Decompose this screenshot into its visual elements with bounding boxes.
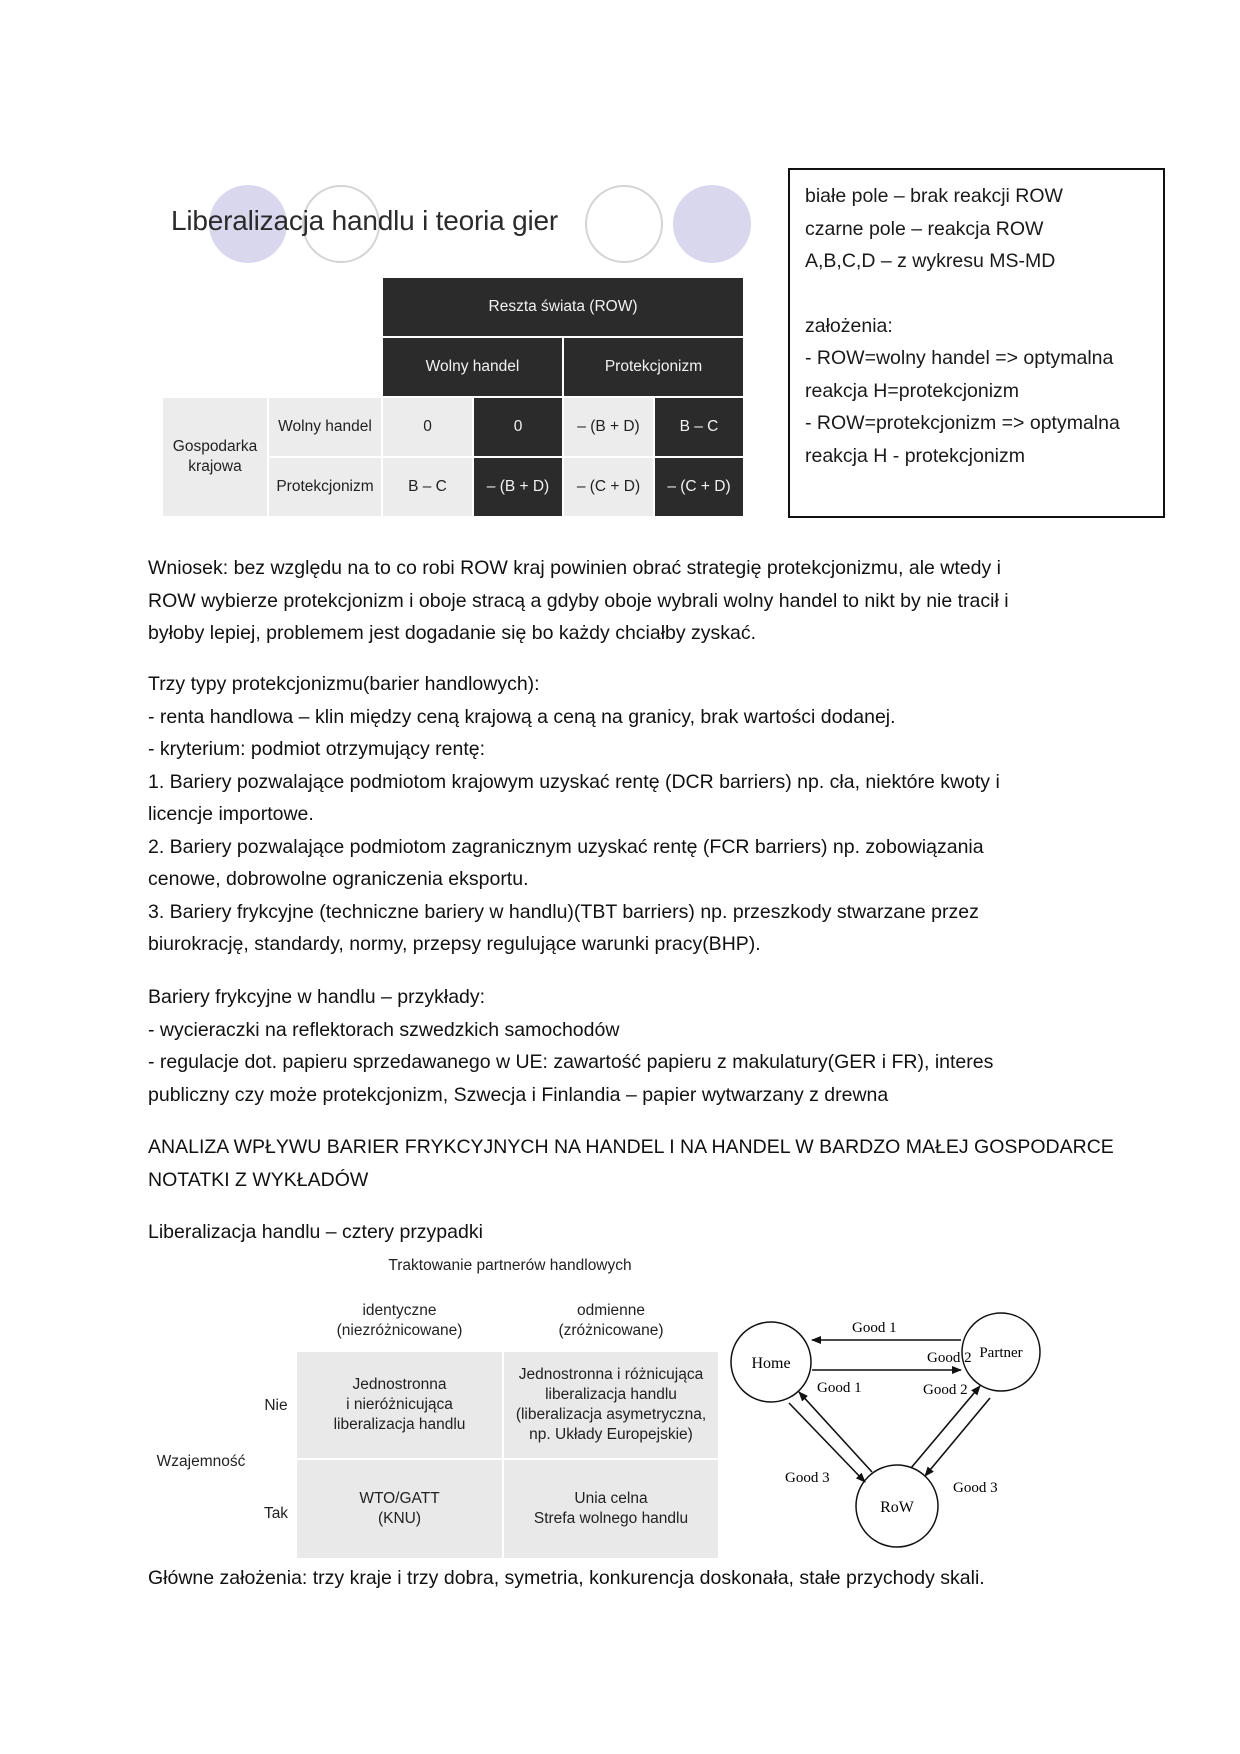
matrix-cell: – (B + D)	[474, 458, 562, 516]
node-row-label: RoW	[880, 1499, 914, 1516]
matrix-col-option-free: Wolny handel	[383, 338, 562, 396]
matrix-col-option-protect: Protekcjonizm	[564, 338, 743, 396]
note-line: reakcja H=protekcjonizm	[805, 379, 1020, 402]
label-good2-top: Good 2	[927, 1350, 972, 1366]
main-assumptions: Główne założenia: trzy kraje i trzy dobra, symetria, konkurencja doskonała, stałe przychody skali.	[148, 1567, 985, 1589]
conclusion-paragraph: Wniosek: bez względu na to co robi ROW kraj powinien obrać strategię protekcjonizmu, ale wtedy i ROW wybierze protekcjonizm i oboje stracą a gdyby oboje wybrali wolny handel to nikt by nie tracił i byłoby lepiej, problemem jest dogadanie się bo każdy chciałby zyskać.	[148, 557, 1009, 644]
label-good3-left: Good 3	[785, 1470, 830, 1486]
matrix-cell: B – C	[655, 398, 743, 456]
arrow-good2-row-to-partner	[911, 1386, 980, 1468]
decor-circle-4	[673, 185, 751, 263]
slide-title: Liberalizacja handlu i teoria gier	[171, 205, 558, 236]
label-good3-right: Good 3	[953, 1480, 998, 1496]
table-side-header: Wzajemność	[156, 1453, 246, 1470]
matrix-cell: – (C + D)	[655, 458, 743, 516]
table-cell: Unia celna Strefa wolnego handlu	[504, 1460, 718, 1558]
arrow-good1-row-to-home	[799, 1392, 872, 1472]
label-good2-right: Good 2	[923, 1382, 968, 1398]
trade-flow-diagram	[715, 1300, 1080, 1560]
label-good1-left: Good 1	[817, 1380, 862, 1396]
note-line: A,B,C,D – z wykresu MS-MD	[805, 250, 1056, 272]
friction-examples: Bariery frykcyjne w handlu – przykłady: - wycieraczki na reflektorach szwedzkich samochodów - regulacje dot. papieru sprzedawanego w UE: zawartość papieru z makulatury(GER i FR), interes publiczny czy może protekcjonizm, Szwecja i Finlandia – papier wytwarzany z drewna	[148, 986, 994, 1106]
protectionism-types: Trzy typy protekcjonizmu(barier handlowych): - renta handlowa – klin między ceną krajową a ceną na granicy, brak wartości dodanej. - kryterium: podmiot otrzymujący rentę: 1. Bariery pozwalające podmiotom krajowym uzyskać rentę (DCR barriers) np. cła, niektóre kwoty i licencje importowe. 2. Bariery pozwalające podmiotom zagranicznym uzyskać rentę (FCR barriers) np. zobowiązania cenowe, dobrowolne ograniczenia eksportu. 3. Bariery frykcyjne (techniczne bariery w handlu)(TBT barriers) np. przeszkody stwarzane przez biurokrację, standardy, normy, przepsy regulujące warunki pracy(BHP).	[148, 673, 1000, 955]
label-good1-top: Good 1	[852, 1320, 897, 1336]
matrix-cell: 0	[474, 398, 562, 456]
table-top-header: Traktowanie partnerów handlowych	[388, 1257, 632, 1274]
matrix-cell: – (B + D)	[564, 398, 653, 456]
note-line: czarne pole – reakcja ROW	[805, 217, 1044, 240]
note-line: - ROW=protekcjonizm => optymalna	[805, 412, 1120, 434]
note-line: reakcja H - protekcjonizm	[805, 444, 1025, 467]
table-col-header-different: odmienne (zróżnicowane)	[558, 1302, 664, 1339]
matrix-cell: B – C	[383, 458, 472, 516]
decor-circle-3	[585, 185, 663, 263]
analysis-heading: ANALIZA WPŁYWU BARIER FRYKCYJNYCH NA HANDEL I NA HANDEL W BARDZO MAŁEJ GOSPODARCE NOTATKI Z WYKŁADÓW	[148, 1136, 1114, 1191]
matrix-col-header: Reszta świata (ROW)	[383, 278, 743, 336]
node-partner-label: Partner	[979, 1345, 1023, 1361]
note-box	[788, 168, 1165, 518]
table-row-label-nie: Nie	[264, 1397, 288, 1414]
node-home-label: Home	[751, 1355, 791, 1372]
table-cell: Jednostronna i nieróżnicująca liberalizacja handlu	[297, 1352, 502, 1458]
matrix-row-option-protect: Protekcjonizm	[269, 458, 381, 516]
table-cell: Jednostronna i różnicująca liberalizacja handlu (liberalizacja asymetryczna, np. Układy Europejskie)	[504, 1352, 718, 1458]
note-line: - ROW=wolny handel => optymalna	[805, 347, 1114, 369]
matrix-row-header: Gospodarka krajowa	[163, 398, 267, 516]
table-cell: WTO/GATT (KNU)	[297, 1460, 502, 1558]
matrix-cell: 0	[383, 398, 472, 456]
matrix-row-option-free: Wolny handel	[269, 398, 381, 456]
matrix-cell: – (C + D)	[564, 458, 653, 516]
note-line: białe pole – brak reakcji ROW	[805, 185, 1063, 207]
liberalization-heading: Liberalizacja handlu – cztery przypadki	[148, 1221, 483, 1243]
table-row-label-tak: Tak	[263, 1505, 289, 1522]
table-col-header-identical: identyczne (niezróżnicowane)	[336, 1302, 463, 1339]
arrow-good3-partner-to-row	[925, 1398, 990, 1476]
note-line: założenia:	[805, 314, 893, 337]
